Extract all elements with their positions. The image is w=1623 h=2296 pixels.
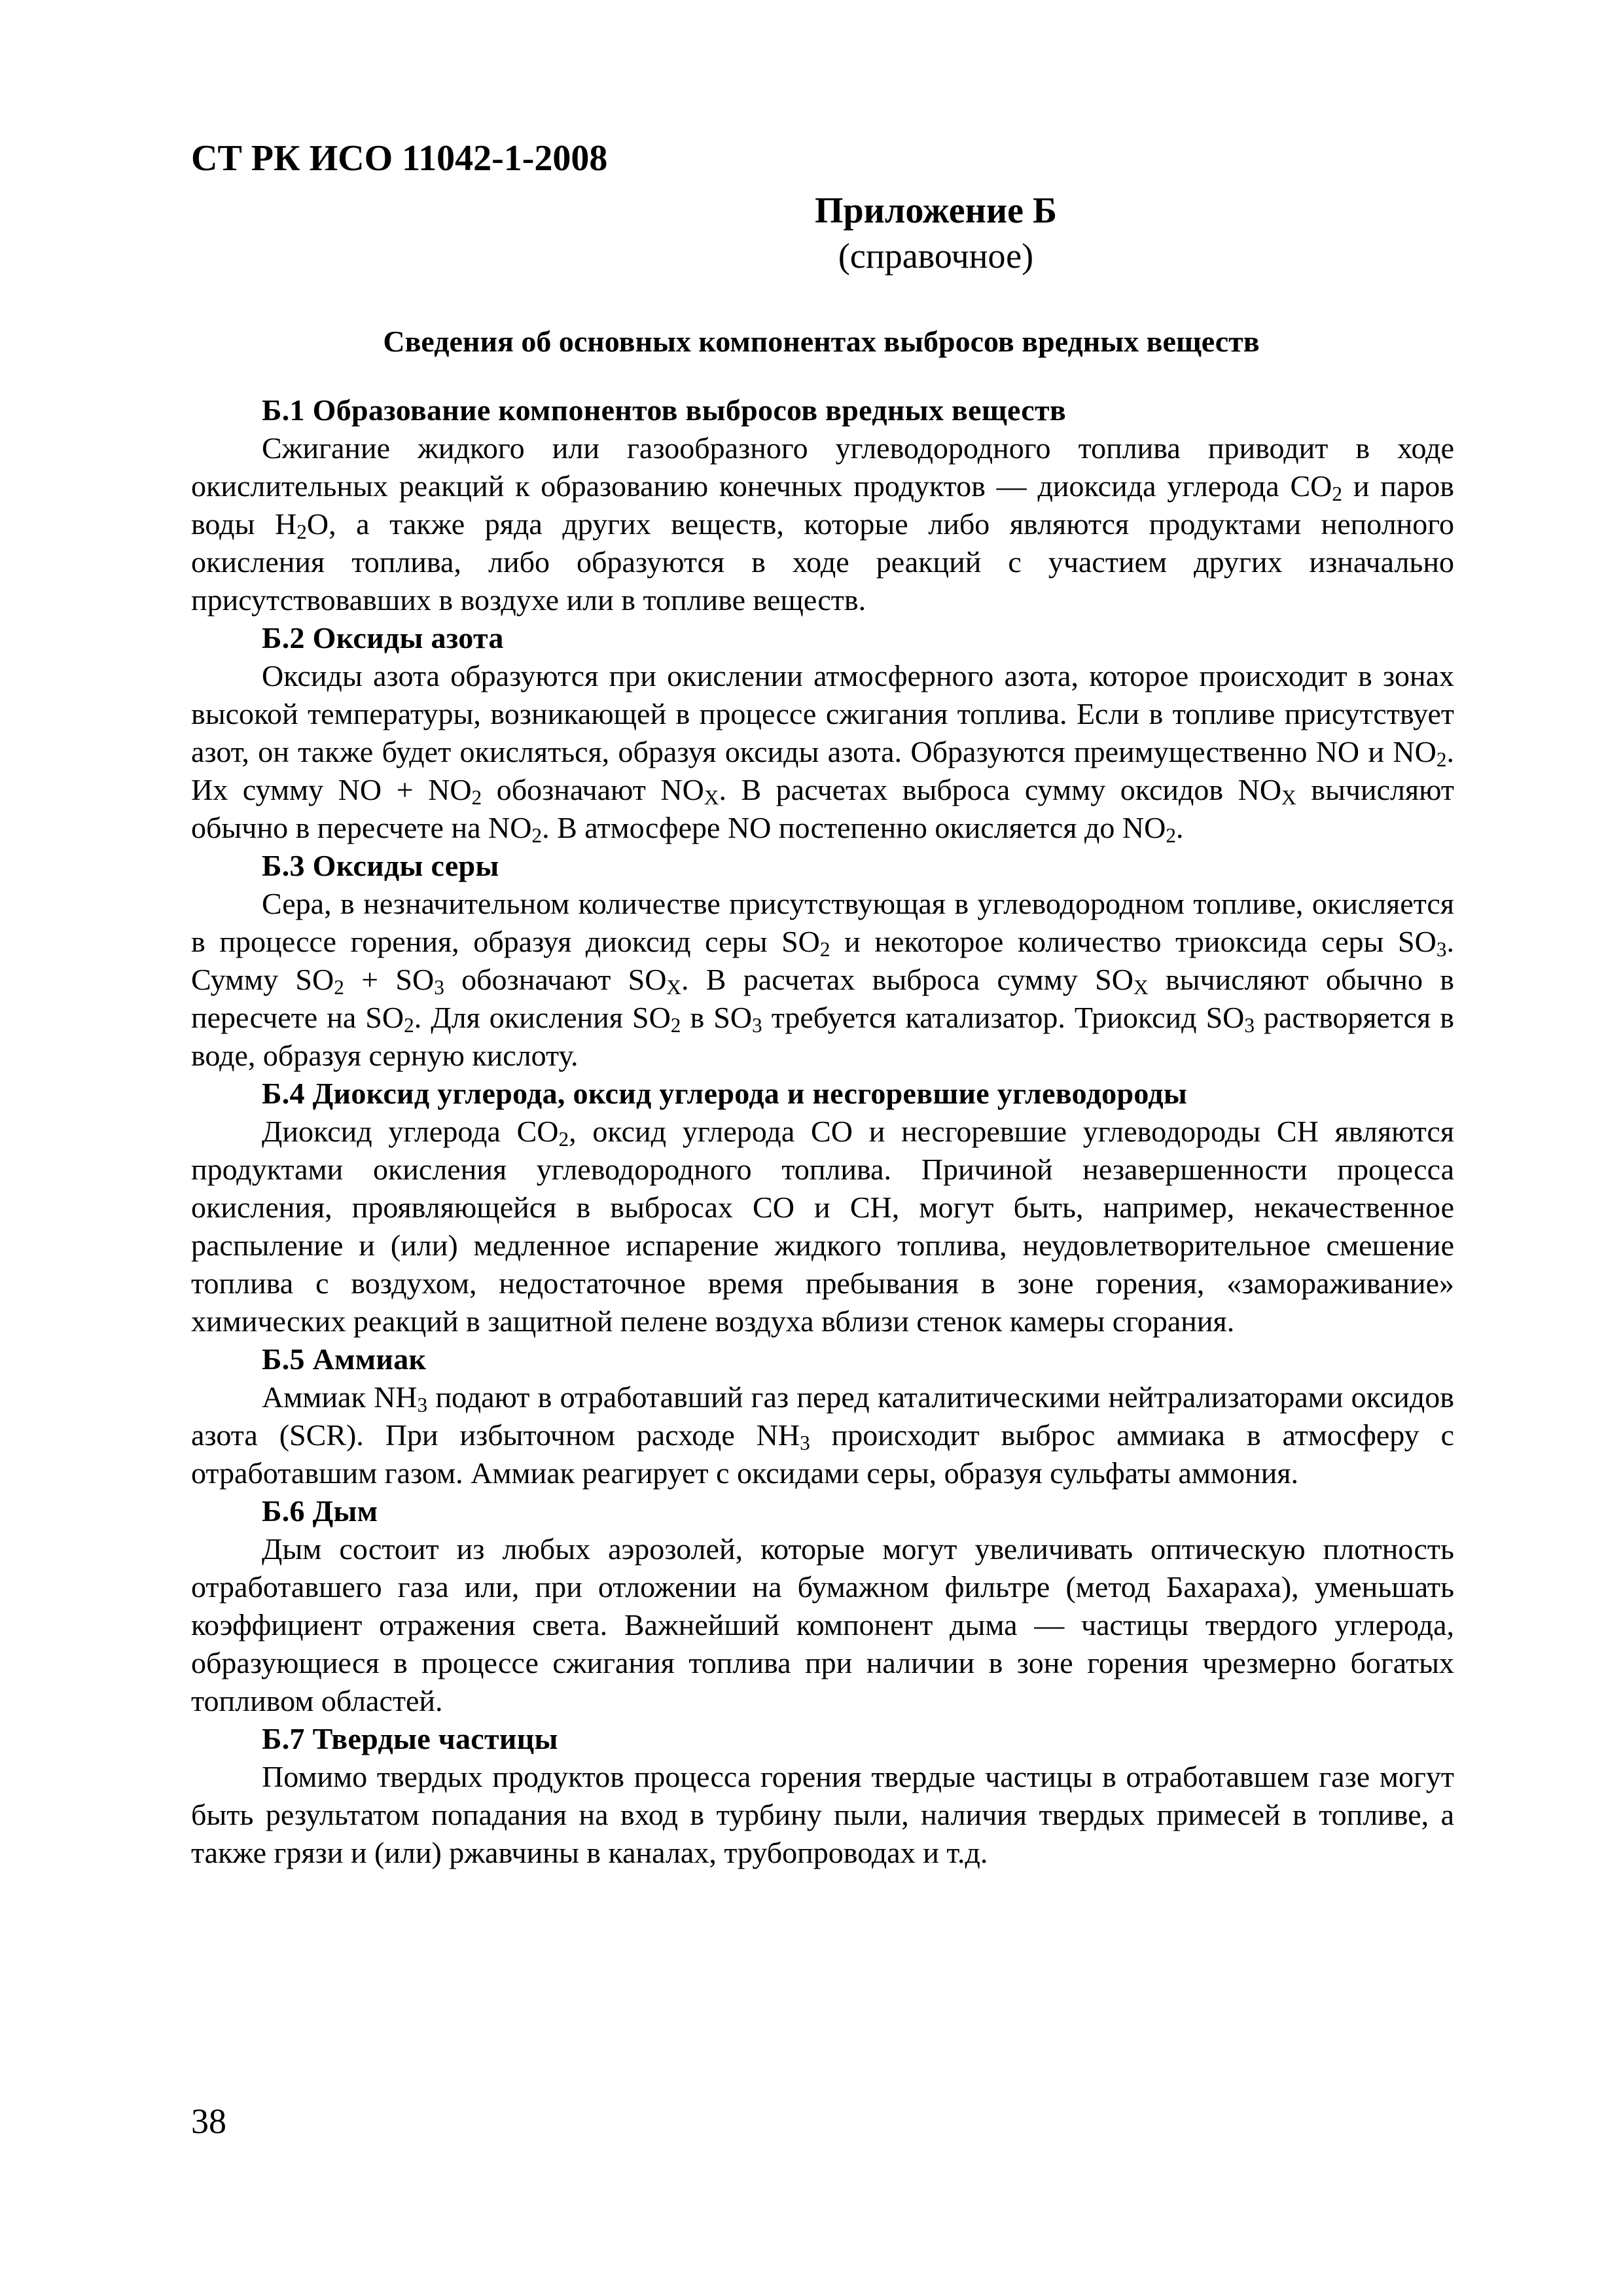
section-title-b3: Б.3 Оксиды серы [262, 849, 499, 882]
page-number: 38 [191, 2102, 226, 2141]
section-text-b6: Дым состоит из любых аэрозолей, которые могут увеличивать оптическую плотность отработавшего газа или, при отложении на бумажном фильтре (метод Бахараха), уменьшать коэффициент отражения света. Важнейший компонент дыма — частицы твердого углерода, образующиеся в процессе сжигания топлива при наличии в зоне горения чрезмерно богатых топливом областей. [191, 1532, 1454, 1717]
appendix-note: (справочное) [838, 236, 1034, 276]
main-heading: Сведения об основных компонентах выбросов вредных веществ [383, 325, 1260, 358]
section-text-b2: Оксиды азота образуются при окислении атмосферного азота, которое происходит в зонах высокой температуры, возникающей в процессе сжигания топлива. Если в топливе присутствует азот, он также будет окисляться, образуя оксиды азота. Образуются преимущественно NO и $NO_2$. Их сумму NO + $NO_2$ обозначают $NO_X$. В расчетах выброса сумму оксидов $NO_X$ вычисляют обычно в пересчете на $NO_2$. В атмосфере NO постепенно окисляется до $NO_2$. [191, 659, 1454, 847]
section-title-b4: Б.4 Диоксид углерода, оксид углерода и несгоревшие углеводороды [262, 1077, 1188, 1110]
section-title-b5: Б.5 Аммиак [262, 1342, 427, 1376]
section-text-b1: Сжигание жидкого или газообразного углеводородного топлива приводит в ходе окислительных реакций к образованию конечных продуктов — диоксида углерода $CO_2$ и паров воды $H_2O$, а также ряда других веществ, которые либо являются продуктами неполного окисления топлива, либо образуются в ходе реакций с участием других изначально присутствовавших в воздухе или в топливе веществ. [191, 431, 1454, 617]
section-text-b7: Помимо твердых продуктов процесса горения твердые частицы в отработавшем газе могут быть результатом попадания на вход в турбину пыли, наличия твердых примесей в топливе, а также грязи и (или) ржавчины в каналах, трубопроводах и т.д. [191, 1760, 1454, 1869]
appendix-body [191, 391, 1454, 1872]
section-text-b4: Диоксид углерода $CO_2$, оксид углерода CO и несгоревшие углеводороды CH являются продуктами окисления углеводородного топлива. Причиной незавершенности процесса окисления, проявляющейся в выбросах CO и CH, могут быть, например, некачественное распыление и (или) медленное испарение жидкого топлива, неудовлетворительное смешение топлива с воздухом, недостаточное время пребывания в зоне горения, «замораживание» химических реакций в защитной пелене воздуха вблизи стенок камеры сгорания. [191, 1115, 1454, 1338]
appendix-title: Приложение Б [814, 190, 1058, 231]
section-title-b6: Б.6 Дым [262, 1494, 378, 1528]
section-text-b3: Сера, в незначительном количестве присутствующая в углеводородном топливе, окисляется в процессе горения, образуя диоксид серы $SO_2$ и некоторое количество триоксида серы $SO_3$. Сумму $SO_2 + SO_3$ обозначают $SO_X$. В расчетах выброса сумму $SO_X$ вычисляют обычно в пересчете на $SO_2$. Для окисления $SO_2$ в $SO_3$ требуется катализатор. Триоксид $SO_3$ растворяется в воде, образуя серную кислоту. [191, 887, 1454, 1072]
section-text-b5: Аммиак $NH_3$ подают в отработавший газ перед каталитическими нейтрализаторами оксидов азота (SCR). При избыточном расходе $NH_3$ происходит выброс аммиака в атмосферу с отработавшим газом. Аммиак реагирует с оксидами серы, образуя сульфаты аммония. [191, 1380, 1454, 1490]
section-title-b2: Б.2 Оксиды азота [262, 621, 504, 655]
document-code: СТ РК ИСО 11042-1-2008 [191, 138, 608, 179]
section-title-b7: Б.7 Твердые частицы [262, 1722, 558, 1755]
section-title-b1: Б.1 Образование компонентов выбросов вредных веществ [262, 393, 1066, 427]
